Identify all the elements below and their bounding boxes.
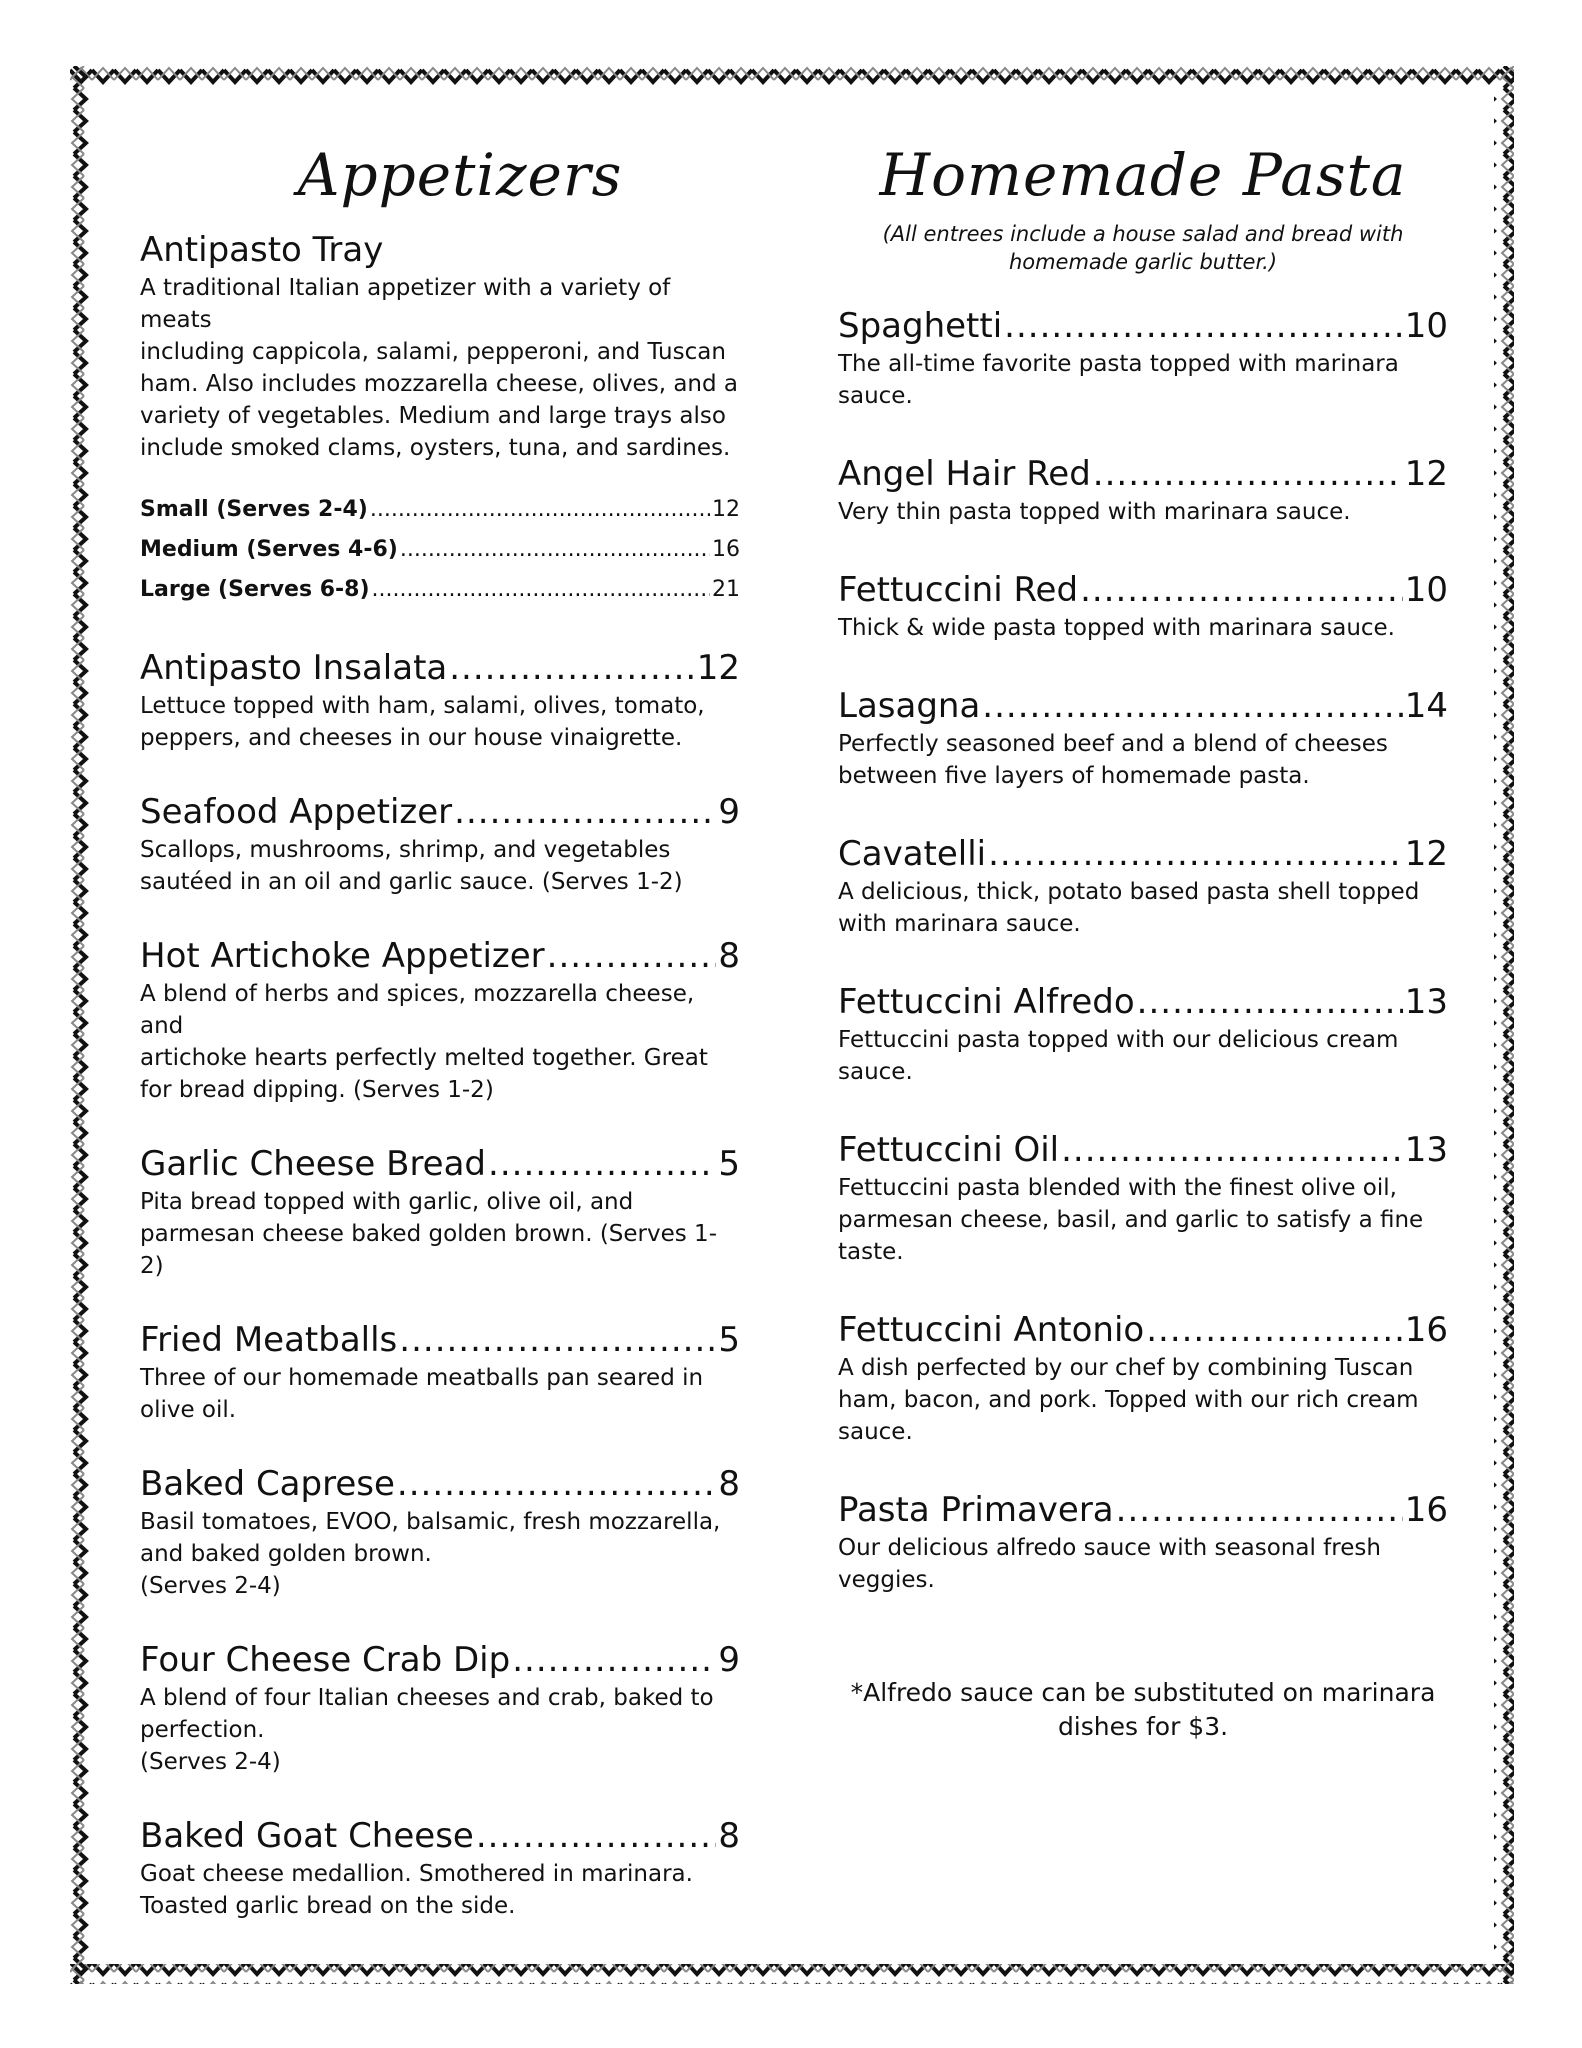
item-description: A traditional Italian appetizer with a variety of meats including cappicola, salami, pepperoni, and Tuscan ham. Also includes mozzarella cheese, olives, and a variety of vegetables. Medium and large trays also include smoked clams, oysters, tuna, and sardines.: [140, 275, 738, 461]
item-name: Spaghetti: [838, 306, 1003, 346]
item-name: Antipasto Insalata: [140, 648, 448, 688]
item-price: 8: [718, 936, 740, 976]
item-name: Pasta Primavera: [838, 1490, 1114, 1530]
menu-item-baked-goat-cheese: [140, 1814, 740, 1922]
item-price: 8: [718, 1816, 740, 1856]
menu-item-garlic-cheese-bread: [140, 1142, 740, 1282]
item-name: Baked Goat Cheese: [140, 1816, 474, 1856]
item-name: Fettuccini Alfredo: [838, 982, 1135, 1022]
item-price: 10: [1404, 570, 1448, 610]
menu-item-hot-artichoke-appetizer: [140, 934, 740, 1106]
item-price: 8: [718, 1464, 740, 1504]
item-name: Fettuccini Antonio: [838, 1310, 1145, 1350]
menu-item-cavatelli: [838, 832, 1448, 940]
menu-item-pasta-primavera: [838, 1488, 1448, 1596]
pasta-subtitle: (All entrees include a house salad and bread with homemade garlic butter.): [882, 222, 1404, 274]
item-price: 5: [718, 1320, 740, 1360]
item-price: 13: [1404, 982, 1448, 1022]
item-price: 9: [718, 1640, 740, 1680]
item-description: Fettuccini pasta blended with the finest olive oil, parmesan cheese, basil, and garlic to satisfy a fine taste.: [838, 1175, 1424, 1265]
menu-item-antipasto-tray: [140, 228, 740, 610]
item-price: 14: [1404, 686, 1448, 726]
item-price: 5: [718, 1144, 740, 1184]
menu-item-antipasto-insalata: [140, 646, 740, 754]
item-description: Lettuce topped with ham, salami, olives, tomato, peppers, and cheeses in our house vinaigrette.: [140, 693, 705, 751]
item-name: Hot Artichoke Appetizer: [140, 936, 545, 976]
item-price: 16: [1404, 1490, 1448, 1530]
alfredo-substitution-note: *Alfredo sauce can be substituted on marinara dishes for $3.: [850, 1678, 1436, 1741]
tray-size-list: [140, 490, 740, 610]
appetizers-title: Appetizers: [297, 141, 623, 209]
item-price: 9: [718, 792, 740, 832]
item-price: 10: [1404, 306, 1448, 346]
item-price: 12: [1404, 454, 1448, 494]
item-description: A delicious, thick, potato based pasta shell topped with marinara sauce.: [838, 879, 1420, 937]
menu-item-angel-hair-red: [838, 452, 1448, 528]
item-description: A dish perfected by our chef by combining Tuscan ham, bacon, and pork. Topped with our rich cream sauce.: [838, 1355, 1419, 1445]
item-name: Angel Hair Red: [838, 454, 1091, 494]
item-name: Fried Meatballs: [140, 1320, 398, 1360]
menu-item-fettuccini-alfredo: [838, 980, 1448, 1088]
item-name: Lasagna: [838, 686, 981, 726]
item-name: Four Cheese Crab Dip: [140, 1640, 511, 1680]
item-description: The all-time favorite pasta topped with marinara sauce.: [838, 351, 1399, 409]
item-name: Antipasto Tray: [140, 230, 384, 270]
item-description: Fettuccini pasta topped with our delicious cream sauce.: [838, 1027, 1399, 1085]
menu-item-seafood-appetizer: [140, 790, 740, 898]
item-name: Seafood Appetizer: [140, 792, 453, 832]
item-description: Our delicious alfredo sauce with seasonal fresh veggies.: [838, 1535, 1381, 1593]
menu-item-fettuccini-red: [838, 568, 1448, 644]
menu-item-spaghetti: [838, 304, 1448, 412]
item-name: Fettuccini Oil: [838, 1130, 1060, 1170]
menu-item-four-cheese-crab-dip: [140, 1638, 740, 1778]
menu-item-fettuccini-oil: [838, 1128, 1448, 1268]
appetizers-column: [140, 140, 740, 1958]
item-price: 13: [1404, 1130, 1448, 1170]
item-description: Pita bread topped with garlic, olive oil, and parmesan cheese baked golden brown. (Serves 1-2): [140, 1189, 717, 1279]
size-row-large: Large (Serves 6-8) ..... 21: [140, 570, 740, 610]
item-price: 12: [696, 648, 740, 688]
menu-item-baked-caprese: [140, 1462, 740, 1602]
item-description: A blend of four Italian cheeses and crab, baked to perfection. (Serves 2-4): [140, 1685, 714, 1775]
menu-item-fettuccini-antonio: [838, 1308, 1448, 1448]
menu-item-lasagna: [838, 684, 1448, 792]
item-description: Very thin pasta topped with marinara sauce.: [838, 499, 1351, 525]
size-row-medium: Medium (Serves 4-6) ..... 16: [140, 530, 740, 570]
item-name: Baked Caprese: [140, 1464, 395, 1504]
item-description: Three of our homemade meatballs pan seared in olive oil.: [140, 1365, 704, 1423]
pasta-column: [838, 140, 1448, 1769]
menu-item-fried-meatballs: [140, 1318, 740, 1426]
item-name: Cavatelli: [838, 834, 987, 874]
item-name: Garlic Cheese Bread: [140, 1144, 487, 1184]
item-description: Scallops, mushrooms, shrimp, and vegetables sautéed in an oil and garlic sauce. (Serves 1-2): [140, 837, 683, 895]
item-description: Goat cheese medallion. Smothered in marinara. Toasted garlic bread on the side.: [140, 1861, 693, 1919]
size-row-small: Small (Serves 2-4) ..... 12: [140, 490, 740, 530]
item-price: 12: [1404, 834, 1448, 874]
item-name: Fettuccini Red: [838, 570, 1079, 610]
item-description: Basil tomatoes, EVOO, balsamic, fresh mozzarella, and baked golden brown. (Serves 2-4): [140, 1509, 721, 1599]
item-price: 16: [1404, 1310, 1448, 1350]
item-description: A blend of herbs and spices, mozzarella cheese, and artichoke hearts perfectly melted together. Great for bread dipping. (Serves 1-2): [140, 981, 708, 1103]
item-description: Perfectly seasoned beef and a blend of cheeses between five layers of homemade pasta.: [838, 731, 1388, 789]
item-description: Thick & wide pasta topped with marinara sauce.: [838, 615, 1395, 641]
pasta-title: Homemade Pasta: [879, 141, 1407, 209]
